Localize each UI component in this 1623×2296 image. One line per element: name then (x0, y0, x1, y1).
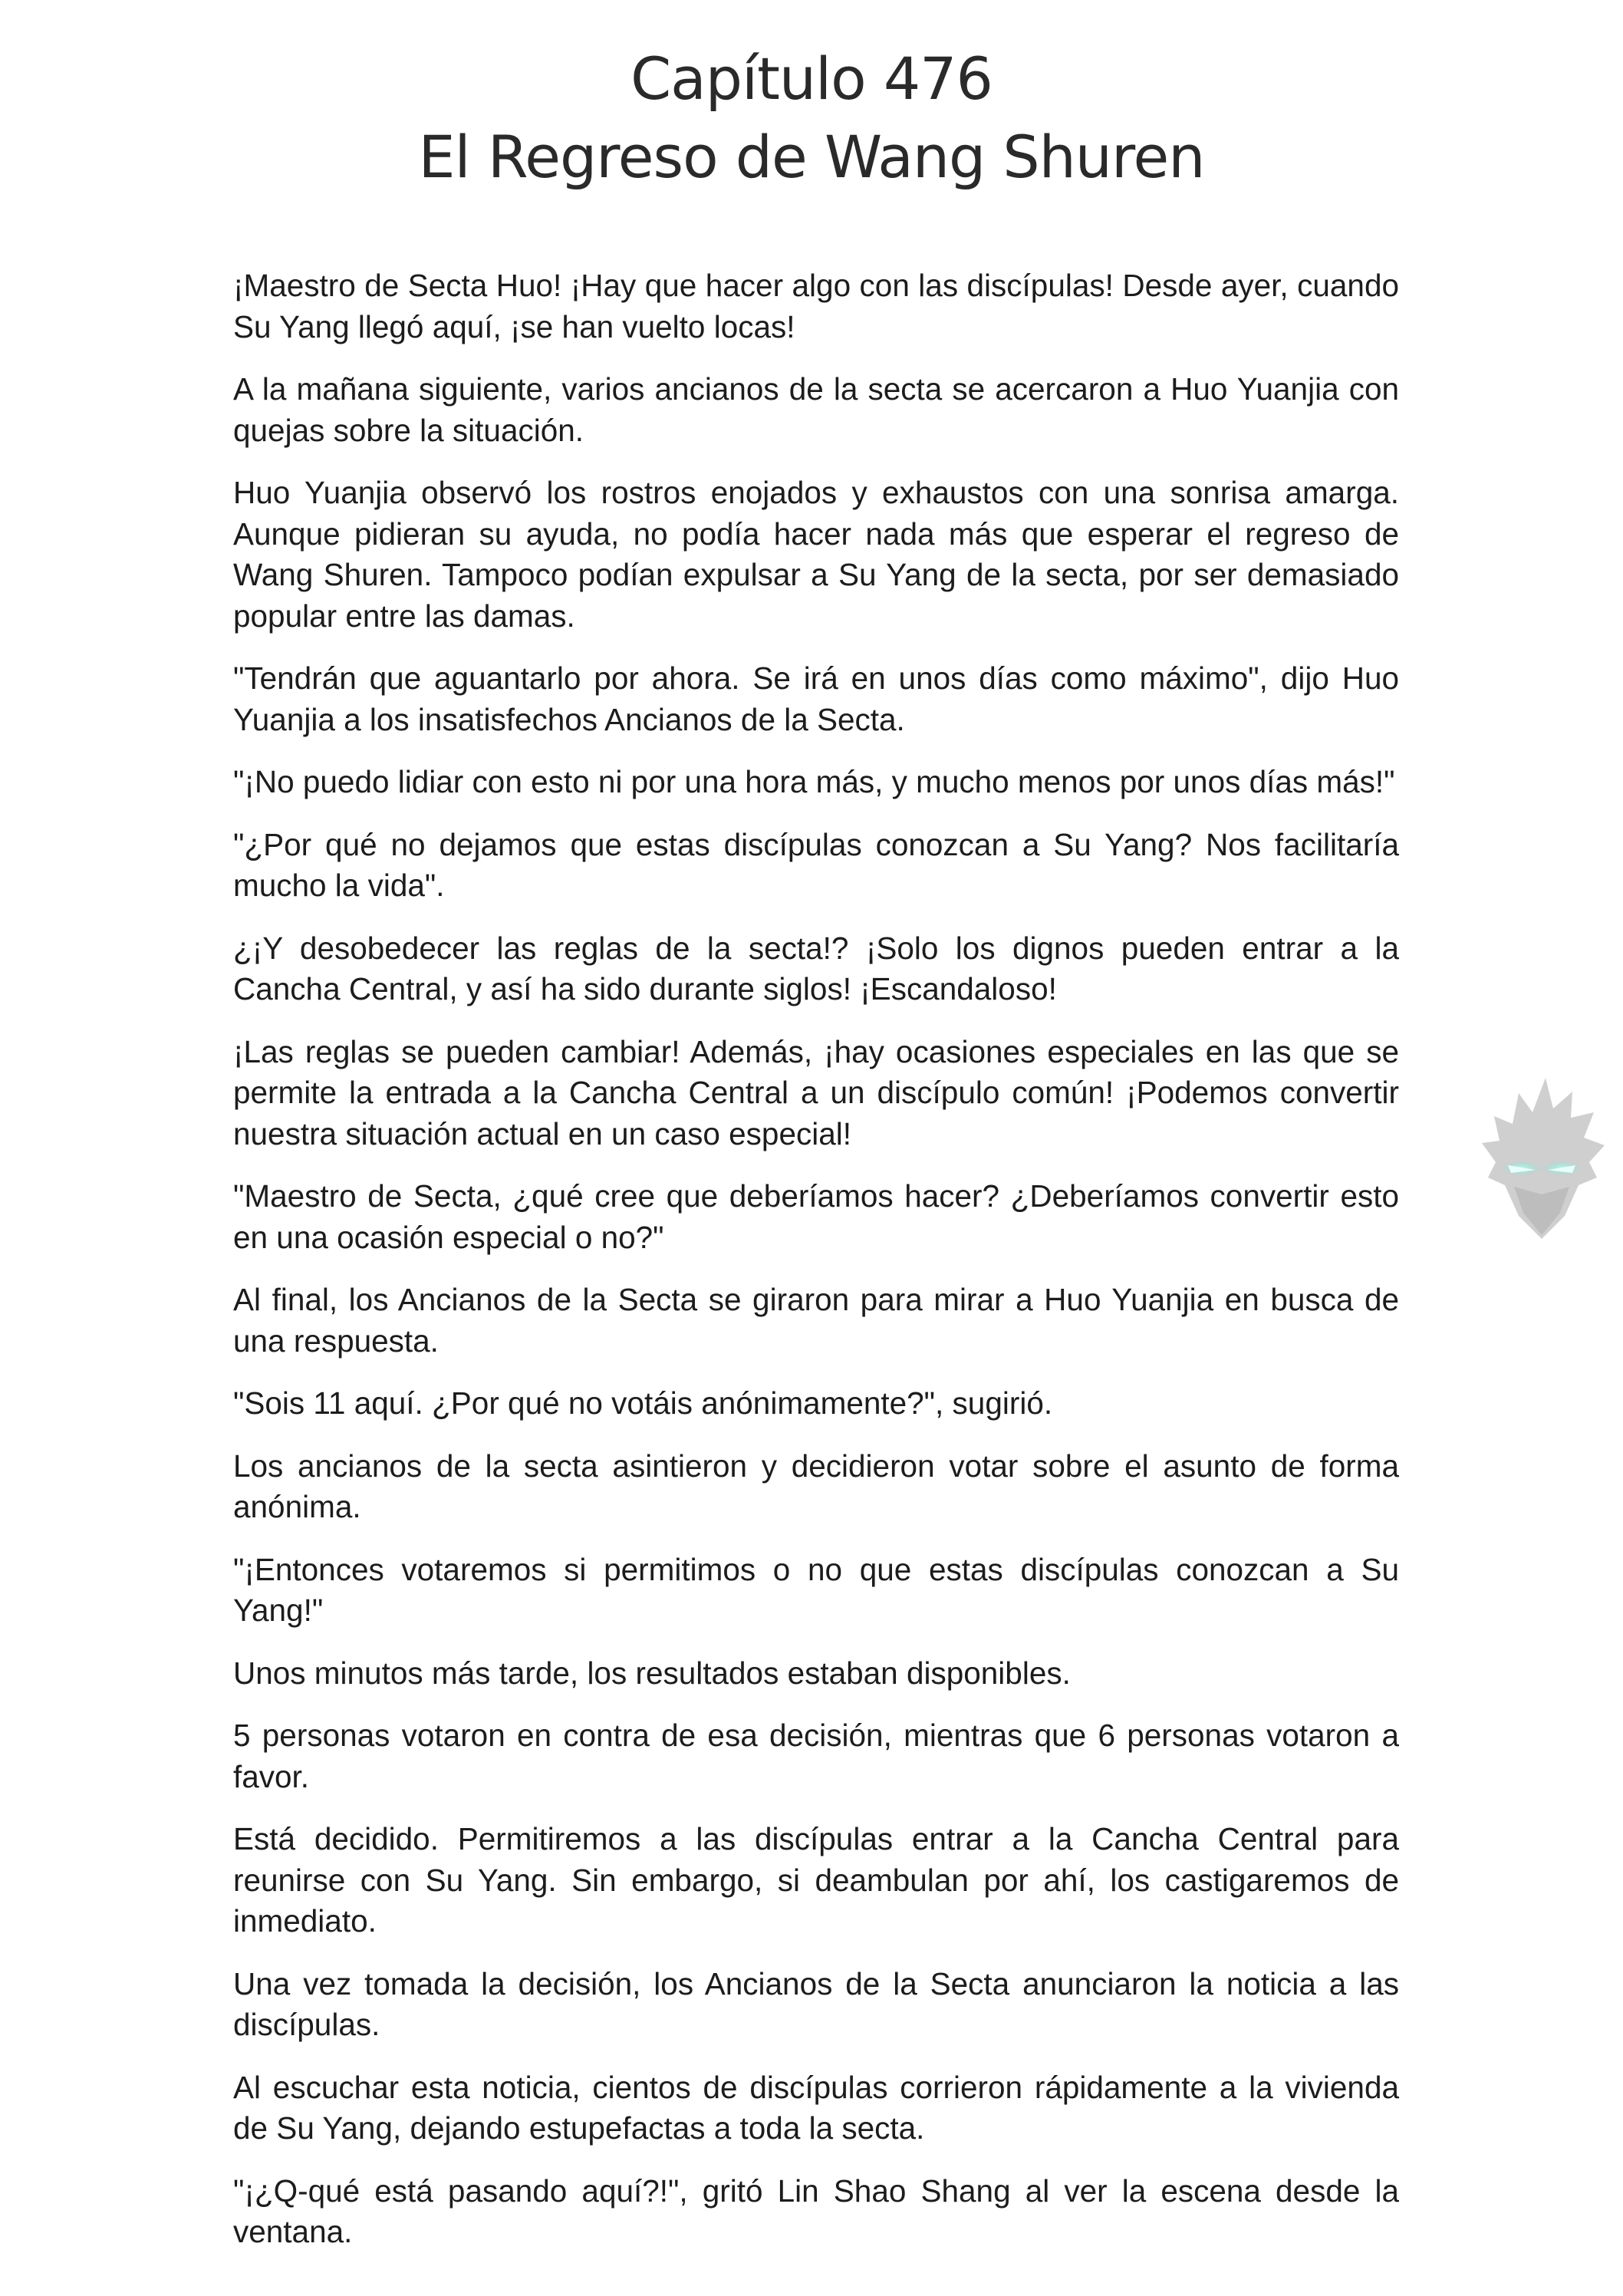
chapter-number: Capítulo 476 (630, 44, 993, 113)
paragraph: Al escuchar esta noticia, cientos de discípulas corrieron rápidamente a la vivienda de Su Yang, dejando estupefactas a toda la secta. (233, 2069, 1399, 2146)
paragraph: "¿Por qué no dejamos que estas discípulas conozcan a Su Yang? Nos facilitaría mucho la vida". (233, 826, 1399, 903)
paragraph: Está decidido. Permitiremos a las discípulas entrar a la Cancha Central para reunirse con Su Yang. Sin embargo, si deambulan por ahí, los castigaremos de inmediato. (233, 1821, 1399, 1939)
paragraph: Los ancianos de la secta asintieron y decidieron votar sobre el asunto de forma anónima. (233, 1448, 1399, 1524)
paragraph: "Tendrán que aguantarlo por ahora. Se irá en unos días como máximo", dijo Huo Yuanjia a los insatisfechos Ancianos de la Secta. (233, 660, 1399, 737)
paragraph: ¡Maestro de Secta Huo! ¡Hay que hacer algo con las discípulas! Desde ayer, cuando Su Yang llegó aquí, ¡se han vuelto locas! (233, 268, 1399, 344)
paragraph: ¡Las reglas se pueden cambiar! Además, ¡hay ocasiones especiales en las que se permite la entrada a la Cancha Central a un discípulo común! ¡Podemos convertir nuestra situación actual en un caso especial! (233, 1033, 1399, 1151)
paragraph: ¿¡Y desobedecer las reglas de la secta!? ¡Solo los dignos pueden entrar a la Cancha Central, y así ha sido durante siglos! ¡Escandaloso! (233, 930, 1399, 1006)
paragraph: Al final, los Ancianos de la Secta se giraron para mirar a Huo Yuanjia en busca de una respuesta. (233, 1282, 1399, 1359)
paragraph: Huo Yuanjia observó los rostros enojados y exhaustos con una sonrisa amarga. Aunque pidieran su ayuda, no podía hacer nada más que esperar el regreso de Wang Shuren. Tampoco podían expulsar a Su Yang de la secta, por ser demasiado popular entre las damas. (233, 475, 1399, 634)
paragraph: "Sois 11 aquí. ¿Por qué no votáis anónimamente?", sugirió. (233, 1385, 1053, 1421)
chapter-header (0, 40, 1623, 196)
chapter-title: El Regreso de Wang Shuren (418, 123, 1205, 191)
paragraph: "Maestro de Secta, ¿qué cree que deberíamos hacer? ¿Deberíamos convertir esto en una ocasión especial o no?" (233, 1178, 1399, 1255)
paragraph: Unos minutos más tarde, los resultados estaban disponibles. (233, 1655, 1071, 1691)
paragraph: "¡No puedo lidiar con esto ni por una hora más, y mucho menos por unos días más!" (233, 764, 1395, 799)
paragraph: "¡¿Q-qué está pasando aquí?!", gritó Lin Shao Shang al ver la escena desde la ventana. (233, 2172, 1399, 2249)
paragraph: A la mañana siguiente, varios ancianos de la secta se acercaron a Huo Yuanjia con quejas sobre la situación. (233, 371, 1399, 448)
paragraph: Una vez tomada la decisión, los Ancianos de la Secta anunciaron la noticia a las discípulas. (233, 1965, 1399, 2042)
chapter-body (233, 265, 1399, 2275)
demon-head-logo-icon (1465, 1070, 1618, 1247)
paragraph: "¡Entonces votaremos si permitimos o no que estas discípulas conozcan a Su Yang!" (233, 1551, 1399, 1628)
paragraph: 5 personas votaron en contra de esa decisión, mientras que 6 personas votaron a favor. (233, 1718, 1399, 1794)
